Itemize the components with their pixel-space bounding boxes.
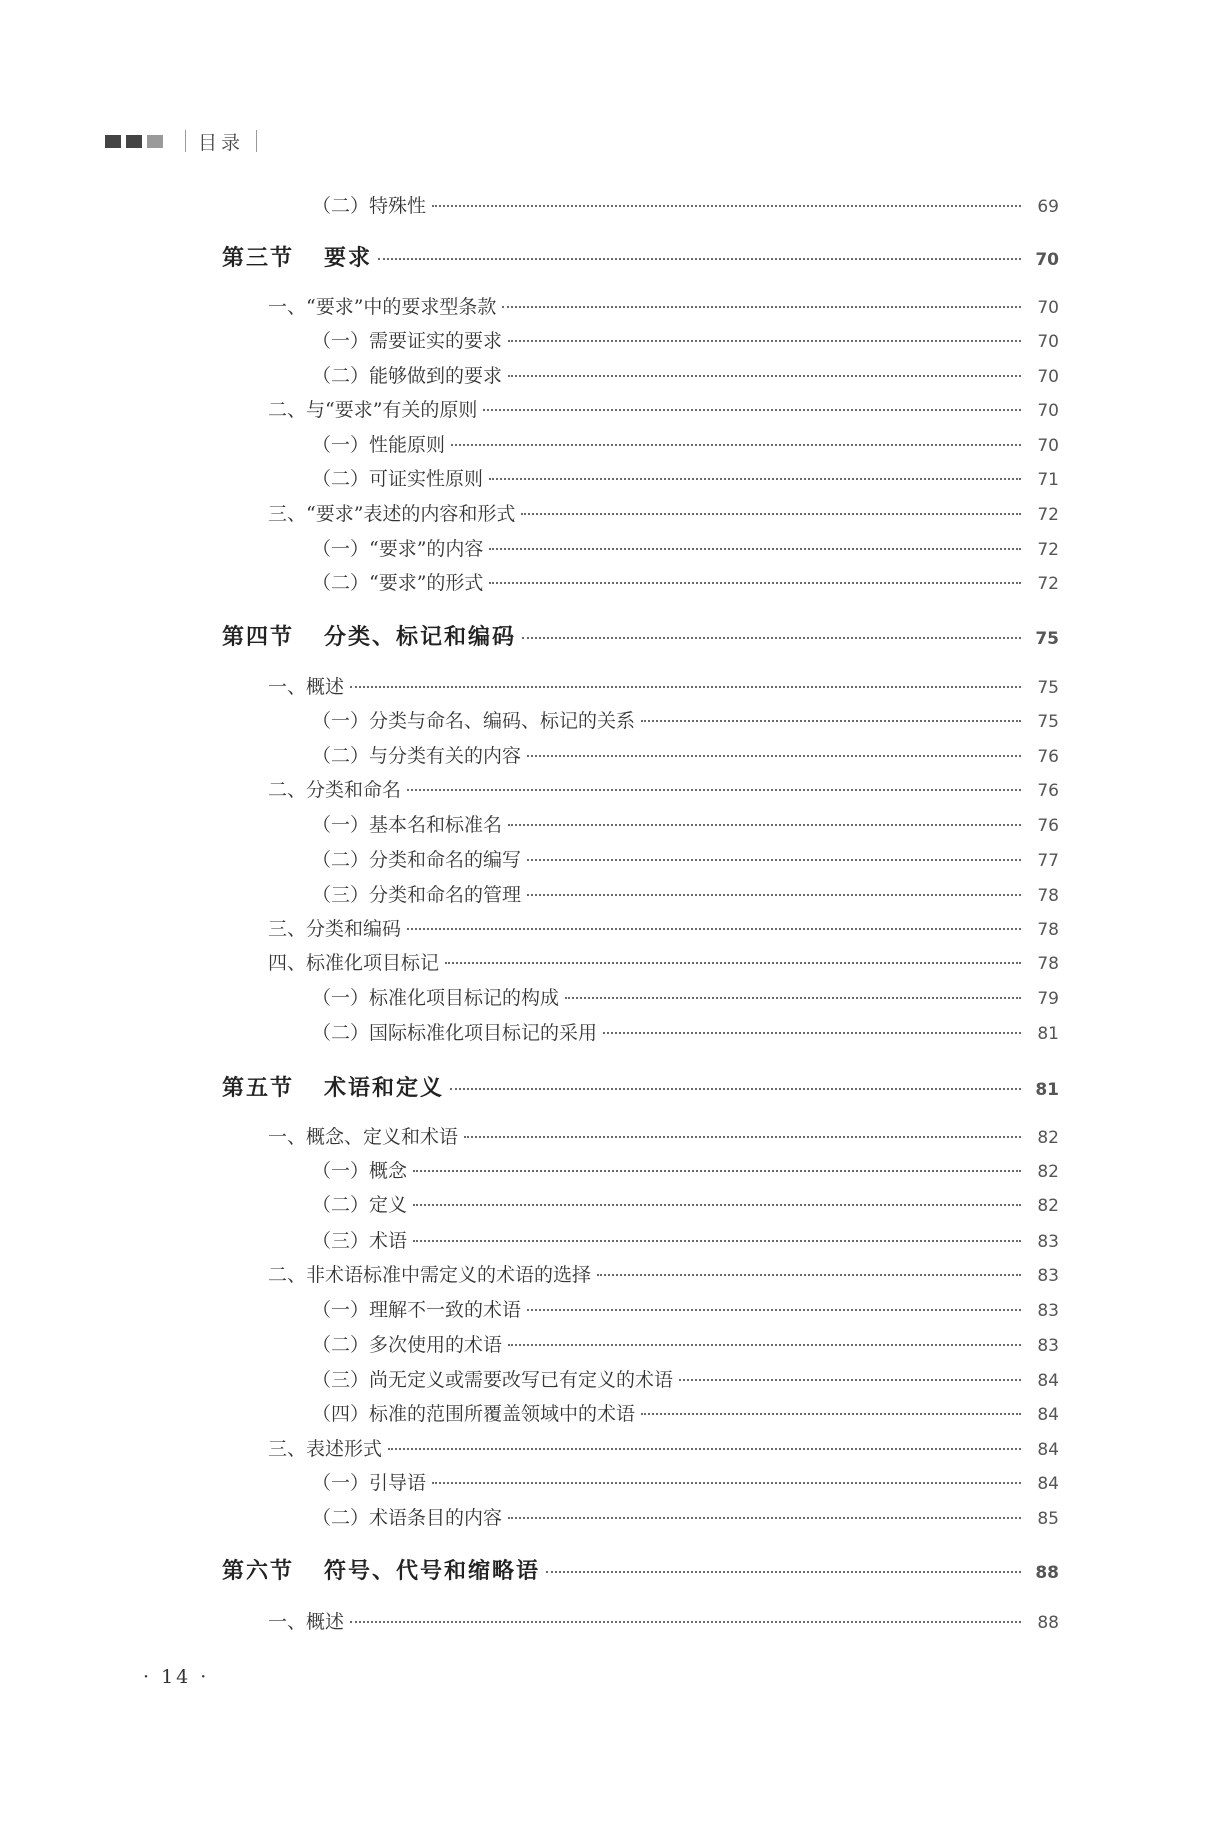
toc-page-number: 72 bbox=[1037, 540, 1059, 560]
toc-entry bbox=[312, 464, 1059, 491]
toc-entry bbox=[268, 775, 1059, 802]
toc-entry bbox=[312, 1226, 1059, 1253]
toc-page-number: 84 bbox=[1037, 1371, 1059, 1391]
toc-page-number: 84 bbox=[1037, 1405, 1059, 1425]
toc-page-number: 76 bbox=[1037, 781, 1059, 801]
toc-entry-label: 一、概述 bbox=[268, 676, 345, 698]
header-title: 目录 bbox=[198, 131, 245, 154]
toc-entry-label: 四、标准化项目标记 bbox=[268, 952, 440, 974]
toc-page-number: 70 bbox=[1037, 436, 1059, 456]
toc-entry bbox=[268, 1607, 1059, 1634]
toc-entry bbox=[268, 1260, 1059, 1287]
toc-entry-label: （一）分类与命名、编码、标记的关系 bbox=[312, 710, 636, 732]
header-block bbox=[105, 135, 121, 148]
toc-page-number: 81 bbox=[1037, 1024, 1059, 1044]
toc-section-number: 第四节 bbox=[222, 624, 295, 650]
toc-entry-label: （一）概念 bbox=[312, 1160, 408, 1182]
toc-entry-label: 一、概念、定义和术语 bbox=[268, 1126, 459, 1148]
dot-leader bbox=[565, 978, 1021, 999]
header-decoration bbox=[105, 135, 163, 148]
toc-entry-label: 三、表述形式 bbox=[268, 1438, 383, 1460]
page-number: · 14 · bbox=[143, 1666, 210, 1688]
toc-entry-label: （二）特殊性 bbox=[312, 195, 427, 217]
toc-entry bbox=[312, 880, 1059, 907]
header-divider bbox=[185, 130, 186, 152]
dot-leader bbox=[508, 321, 1021, 342]
toc-entry-label: （三）术语 bbox=[312, 1230, 408, 1252]
toc-page-number: 83 bbox=[1037, 1336, 1059, 1356]
toc-entry bbox=[312, 1156, 1059, 1183]
toc-page-number: 81 bbox=[1035, 1080, 1059, 1100]
toc-entry bbox=[312, 326, 1059, 353]
toc-page-number: 70 bbox=[1037, 332, 1059, 352]
dot-leader bbox=[489, 563, 1021, 584]
toc-entry bbox=[312, 810, 1059, 837]
toc-entry bbox=[268, 499, 1059, 526]
toc-page-number: 82 bbox=[1037, 1128, 1059, 1148]
toc-entry bbox=[312, 1468, 1059, 1495]
toc-page-number: 84 bbox=[1037, 1474, 1059, 1494]
toc-page-number: 79 bbox=[1037, 989, 1059, 1009]
dot-leader bbox=[522, 615, 1021, 639]
toc-entry bbox=[312, 568, 1059, 595]
toc-page-number: 84 bbox=[1037, 1440, 1059, 1460]
toc-entry bbox=[312, 983, 1059, 1010]
toc-entry-label: （二）可证实性原则 bbox=[312, 468, 484, 490]
dot-leader bbox=[603, 1013, 1021, 1034]
toc-entry bbox=[312, 845, 1059, 872]
dot-leader bbox=[407, 909, 1021, 930]
toc-entry-label bbox=[222, 1071, 450, 1102]
toc-section-entry bbox=[222, 620, 1059, 651]
toc-page-number: 82 bbox=[1037, 1162, 1059, 1182]
toc-section-title: 术语和定义 bbox=[324, 1075, 445, 1101]
header-block bbox=[147, 135, 163, 148]
toc-section-title: 分类、标记和编码 bbox=[324, 624, 517, 650]
dot-leader bbox=[451, 425, 1021, 446]
dot-leader bbox=[679, 1360, 1021, 1381]
header-divider bbox=[256, 130, 257, 152]
dot-leader bbox=[508, 1498, 1021, 1519]
toc-entry bbox=[312, 1018, 1059, 1045]
toc-page-number: 70 bbox=[1037, 298, 1059, 318]
toc-entry-label bbox=[222, 241, 378, 272]
toc-entry bbox=[312, 534, 1059, 561]
dot-leader bbox=[597, 1255, 1021, 1276]
toc-section-title: 符号、代号和缩略语 bbox=[324, 1558, 541, 1584]
toc-page-number: 85 bbox=[1037, 1509, 1059, 1529]
toc-entry bbox=[312, 1399, 1059, 1426]
toc-page-number: 76 bbox=[1037, 747, 1059, 767]
toc-entry bbox=[268, 948, 1059, 975]
toc-page-number: 83 bbox=[1037, 1266, 1059, 1286]
toc-entry bbox=[268, 914, 1059, 941]
toc-page-number: 70 bbox=[1035, 250, 1059, 270]
toc-page-number: 78 bbox=[1037, 920, 1059, 940]
toc-page-number: 72 bbox=[1037, 574, 1059, 594]
toc-entry bbox=[312, 191, 1059, 218]
toc-entry bbox=[312, 706, 1059, 733]
toc-section-number: 第六节 bbox=[222, 1558, 295, 1584]
toc-entry-label: 一、“要求”中的要求型条款 bbox=[268, 296, 497, 318]
toc-entry bbox=[312, 430, 1059, 457]
toc-entry-label: （一）引导语 bbox=[312, 1472, 427, 1494]
toc-entry-label: （三）分类和命名的管理 bbox=[312, 884, 522, 906]
dot-leader bbox=[641, 1394, 1021, 1415]
toc-entry-label: （四）标准的范围所覆盖领域中的术语 bbox=[312, 1403, 636, 1425]
dot-leader bbox=[546, 1549, 1021, 1573]
dot-leader bbox=[432, 186, 1021, 207]
dot-leader bbox=[464, 1117, 1021, 1138]
toc-page-number: 71 bbox=[1037, 470, 1059, 490]
dot-leader bbox=[527, 840, 1021, 861]
toc-page-number: 76 bbox=[1037, 816, 1059, 836]
dot-leader bbox=[641, 701, 1021, 722]
dot-leader bbox=[388, 1429, 1021, 1450]
toc-page-number: 78 bbox=[1037, 954, 1059, 974]
dot-leader bbox=[502, 287, 1021, 308]
toc-entry-label: 一、概述 bbox=[268, 1611, 345, 1633]
dot-leader bbox=[350, 1602, 1021, 1623]
toc-entry bbox=[312, 741, 1059, 768]
dot-leader bbox=[450, 1066, 1021, 1090]
toc-entry-label: （一）需要证实的要求 bbox=[312, 330, 503, 352]
toc-entry bbox=[312, 1503, 1059, 1530]
toc-entry-label: （二）国际标准化项目标记的采用 bbox=[312, 1022, 598, 1044]
dot-leader bbox=[508, 356, 1021, 377]
toc-page-number: 83 bbox=[1037, 1301, 1059, 1321]
toc-entry-label bbox=[222, 620, 522, 651]
toc-page-number: 70 bbox=[1037, 367, 1059, 387]
running-header bbox=[105, 128, 257, 154]
dot-leader bbox=[432, 1463, 1021, 1484]
toc-entry bbox=[312, 1330, 1059, 1357]
toc-page-number: 70 bbox=[1037, 401, 1059, 421]
toc-section-entry bbox=[222, 1071, 1059, 1102]
toc-entry bbox=[268, 395, 1059, 422]
toc-section-title: 要求 bbox=[324, 245, 373, 271]
toc-page-number: 75 bbox=[1035, 629, 1059, 649]
toc-entry-label: 三、“要求”表述的内容和形式 bbox=[268, 503, 516, 525]
toc-entry-label: （一）性能原则 bbox=[312, 434, 446, 456]
toc-entry bbox=[268, 672, 1059, 699]
dot-leader bbox=[407, 770, 1021, 791]
toc-page-number: 78 bbox=[1037, 886, 1059, 906]
toc-entry-label: （二）与分类有关的内容 bbox=[312, 745, 522, 767]
dot-leader bbox=[508, 1325, 1021, 1346]
dot-leader bbox=[521, 494, 1021, 515]
dot-leader bbox=[350, 667, 1021, 688]
dot-leader bbox=[378, 236, 1021, 260]
toc-entry bbox=[312, 1190, 1059, 1217]
toc-section-entry bbox=[222, 1554, 1059, 1585]
toc-entry-label: （一）理解不一致的术语 bbox=[312, 1299, 522, 1321]
toc-entry-label: （三）尚无定义或需要改写已有定义的术语 bbox=[312, 1369, 674, 1391]
toc-entry bbox=[312, 1365, 1059, 1392]
header-block bbox=[126, 135, 142, 148]
toc-entry-label: 二、分类和命名 bbox=[268, 779, 402, 801]
dot-leader bbox=[413, 1151, 1021, 1172]
toc-entry-label: （二）分类和命名的编写 bbox=[312, 849, 522, 871]
dot-leader bbox=[508, 805, 1021, 826]
dot-leader bbox=[527, 875, 1021, 896]
toc-page-number: 69 bbox=[1037, 197, 1059, 217]
dot-leader bbox=[413, 1221, 1021, 1242]
toc-entry bbox=[268, 1122, 1059, 1149]
toc-page-number: 88 bbox=[1037, 1613, 1059, 1633]
toc-entry bbox=[312, 361, 1059, 388]
dot-leader bbox=[489, 459, 1021, 480]
dot-leader bbox=[483, 390, 1021, 411]
dot-leader bbox=[489, 529, 1021, 550]
toc-entry-label: 三、分类和编码 bbox=[268, 918, 402, 940]
toc-entry-label: （二）术语条目的内容 bbox=[312, 1507, 503, 1529]
toc-entry-label: （二）多次使用的术语 bbox=[312, 1334, 503, 1356]
toc-section-entry bbox=[222, 241, 1059, 272]
toc-section-number: 第三节 bbox=[222, 245, 295, 271]
toc-page-number: 75 bbox=[1037, 678, 1059, 698]
dot-leader bbox=[445, 943, 1021, 964]
toc-entry-label: 二、非术语标准中需定义的术语的选择 bbox=[268, 1264, 592, 1286]
toc-entry-label: （一）“要求”的内容 bbox=[312, 538, 484, 560]
toc-entry-label: （一）基本名和标准名 bbox=[312, 814, 503, 836]
dot-leader bbox=[527, 736, 1021, 757]
toc-page-number: 82 bbox=[1037, 1196, 1059, 1216]
toc-entry bbox=[312, 1295, 1059, 1322]
toc-entry-label: （二）定义 bbox=[312, 1194, 408, 1216]
toc-entry-label: （二）能够做到的要求 bbox=[312, 365, 503, 387]
toc-page-number: 77 bbox=[1037, 851, 1059, 871]
toc-entry-label: （一）标准化项目标记的构成 bbox=[312, 987, 560, 1009]
toc-page-number: 72 bbox=[1037, 505, 1059, 525]
dot-leader bbox=[413, 1185, 1021, 1206]
toc-section-number: 第五节 bbox=[222, 1075, 295, 1101]
toc-entry-label bbox=[222, 1554, 546, 1585]
toc-entry bbox=[268, 1434, 1059, 1461]
toc-page-number: 88 bbox=[1035, 1563, 1059, 1583]
toc-entry-label: 二、与“要求”有关的原则 bbox=[268, 399, 478, 421]
toc-page-number: 83 bbox=[1037, 1232, 1059, 1252]
dot-leader bbox=[527, 1290, 1021, 1311]
toc-entry-label: （二）“要求”的形式 bbox=[312, 572, 484, 594]
toc-entry bbox=[268, 292, 1059, 319]
toc-page-number: 75 bbox=[1037, 712, 1059, 732]
